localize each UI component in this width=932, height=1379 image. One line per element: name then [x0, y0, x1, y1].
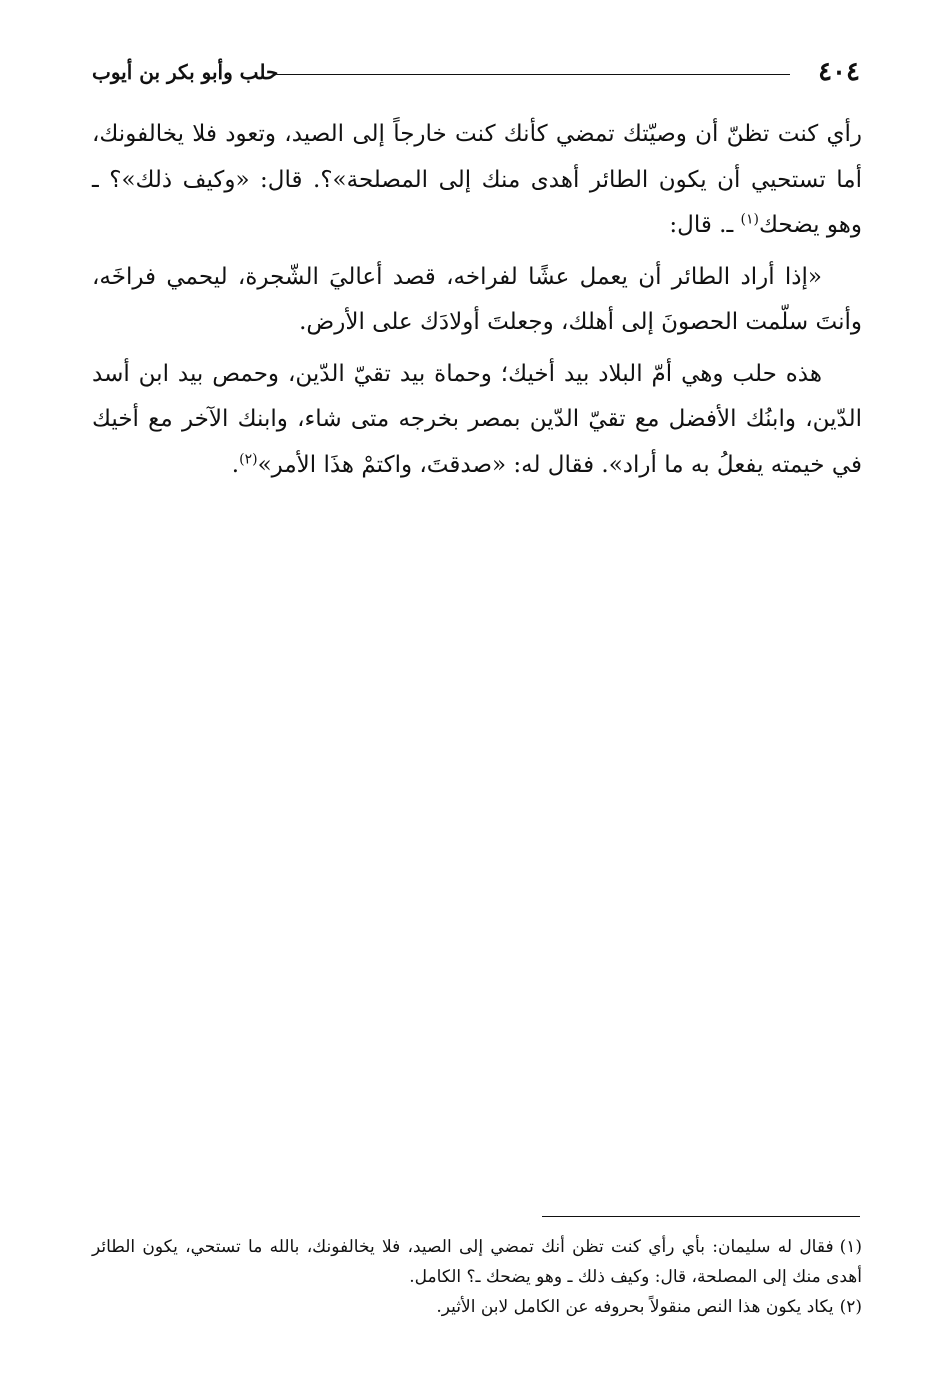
footnote-1-text: فقال له سليمان: بأي رأي كنت تظن أنك تمضي إلى الصيد، فلا يخالفونك، بالله ما تستحي، يكون الطائر أهدى منك إلى المصلحة، قال: وكيف ذلك ـ وهو يضحك ـ؟ الكامل.	[92, 1237, 862, 1287]
footnote-2-marker: (٢)	[839, 1297, 862, 1317]
paragraph-1-text: رأي كنت تظنّ أن وصيّتك تمضي كأنك كنت خارجاً إلى الصيد، وتعود فلا يخالفونك، أما تستحيي أن يكون الطائر أهدى منك إلى المصلحة»؟. قال: «وكيف ذلك»؟ ـ وهو يضحك	[92, 121, 862, 238]
footnote-ref-2[interactable]: (٢)	[239, 450, 258, 467]
paragraph-2: «إذا أراد الطائر أن يعمل عشًا لفراخه، قصد أعاليَ الشّجرة، ليحمي فراخَه، وأنتَ سلّمت الحصونَ إلى أهلك، وجعلتَ أولادَك على الأرض.	[92, 263, 862, 335]
footnote-ref-1[interactable]: (١)	[740, 211, 759, 228]
footnote-separator	[542, 1216, 860, 1217]
footnote-1	[92, 1232, 862, 1292]
paragraph-1-tail: ـ. قال:	[669, 212, 741, 238]
page-number: ٤٠٤	[818, 57, 860, 87]
footnotes	[92, 1232, 862, 1322]
page-header	[92, 52, 860, 92]
main-text	[92, 112, 862, 494]
paragraph-3-tail: .	[231, 451, 240, 478]
paragraph-3	[92, 352, 862, 489]
running-title: حلب وأبو بكر بن أيوب	[92, 60, 279, 84]
footnote-1-marker: (١)	[839, 1237, 862, 1257]
footnote-2	[92, 1292, 862, 1322]
header-rule	[277, 74, 790, 75]
footnote-2-text: يكاد يكون هذا النص منقولاً بحروفه عن الكامل لابن الأثير.	[436, 1297, 834, 1317]
paragraph-3-text: هذه حلب وهي أمّ البلاد بيد أخيك؛ وحماة بيد تقيّ الدّين، وحمص بيد ابن أسد الدّين، وابنُك الأفضل مع تقيّ الدّين بمصر بخرجه متى شاء، وابنك الآخر مع أخيك في خيمته يفعلُ به ما أراد». فقال له: «صدقتَ، واكتمْ هذَا الأمر»	[92, 360, 862, 478]
paragraph-1	[92, 112, 862, 249]
